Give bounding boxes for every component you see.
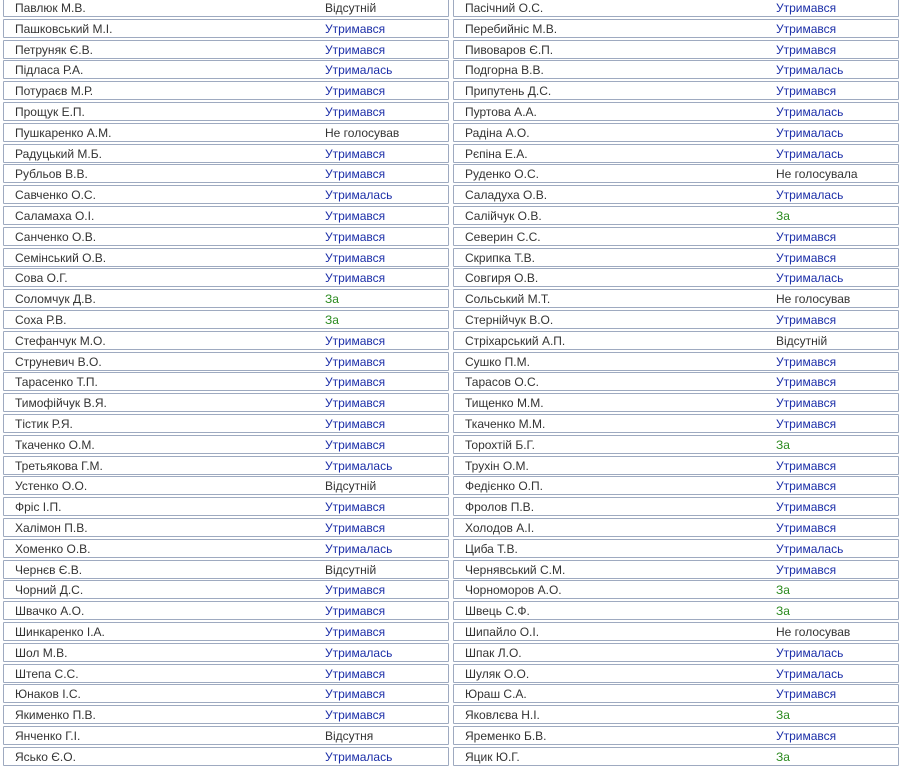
deputy-name: Юнаков І.С.: [15, 687, 81, 702]
vote-result: Утрималась: [325, 749, 393, 764]
vote-result: Утримався: [325, 437, 386, 452]
vote-result: Утримався: [325, 624, 386, 639]
vote-result: Утримався: [325, 416, 386, 431]
vote-result: Утримався: [325, 250, 386, 265]
vote-result: Утримався: [776, 396, 837, 411]
deputy-name: Соха Р.В.: [15, 312, 67, 327]
table-row: [453, 539, 899, 558]
vote-result: Утримався: [776, 728, 837, 743]
deputy-name: Салійчук О.В.: [465, 208, 542, 223]
vote-result: Відсутній: [325, 1, 377, 15]
table-row: [453, 144, 899, 163]
deputy-name: Совгиря О.В.: [465, 271, 539, 286]
deputy-name: Стернійчук В.О.: [465, 312, 554, 327]
table-row: [3, 435, 449, 454]
table-row: [3, 0, 449, 17]
table-row: [3, 40, 449, 59]
vote-result: Утрималась: [325, 541, 393, 556]
table-row: [3, 560, 449, 579]
deputy-name: Швець С.Ф.: [465, 604, 530, 619]
table-row: [453, 414, 899, 433]
vote-result: Утрималась: [325, 645, 393, 660]
vote-result: Утримався: [776, 312, 837, 327]
deputy-name: Штепа С.С.: [15, 666, 79, 681]
table-row: [453, 123, 899, 142]
vote-result: Утримався: [325, 708, 386, 723]
vote-result: За: [325, 312, 339, 327]
table-row: [3, 81, 449, 100]
table-row: [3, 726, 449, 745]
deputy-name: Саламаха О.І.: [15, 208, 95, 223]
deputy-name: Санченко О.В.: [15, 229, 97, 244]
vote-result: Утримався: [776, 84, 837, 99]
deputy-name: Шуляк О.О.: [465, 666, 530, 681]
vote-result: Утримався: [325, 271, 386, 286]
vote-result: Утримався: [325, 666, 386, 681]
deputy-name: Тимофійчук В.Я.: [15, 396, 107, 411]
table-row: [453, 81, 899, 100]
table-row: [453, 268, 899, 287]
deputy-name: Юраш С.А.: [465, 687, 527, 702]
deputy-name: Яковлєва Н.І.: [465, 708, 540, 723]
left-column: [3, 0, 449, 767]
vote-result: Утримався: [325, 604, 386, 619]
table-row: [453, 19, 899, 38]
table-row: [453, 476, 899, 495]
vote-result: Утримався: [776, 229, 837, 244]
table-row: [3, 747, 449, 766]
vote-result: Утрималась: [776, 146, 844, 161]
table-row: [3, 206, 449, 225]
table-row: [453, 352, 899, 371]
vote-result: Утримався: [325, 146, 386, 161]
vote-result: Утрималась: [776, 271, 844, 286]
table-row: [3, 664, 449, 683]
table-row: [453, 0, 899, 17]
table-row: [3, 123, 449, 142]
deputy-name: Пуртова А.А.: [465, 104, 537, 119]
deputy-name: Потураєв М.Р.: [15, 84, 94, 99]
table-row: [3, 372, 449, 391]
table-row: [453, 684, 899, 703]
vote-result: Відсутній: [776, 333, 828, 348]
table-row: [453, 331, 899, 350]
vote-result: Утримався: [325, 375, 386, 390]
deputy-name: Северин С.С.: [465, 229, 541, 244]
table-row: [3, 331, 449, 350]
table-row: [453, 40, 899, 59]
deputy-name: Тістик Р.Я.: [15, 416, 73, 431]
deputy-name: Рєпіна Е.А.: [465, 146, 528, 161]
table-row: [453, 518, 899, 537]
table-row: [3, 352, 449, 371]
table-row: [453, 185, 899, 204]
table-row: [453, 435, 899, 454]
deputy-name: Халімон П.В.: [15, 520, 88, 535]
vote-result: Утрималась: [776, 645, 844, 660]
vote-result: За: [776, 583, 790, 598]
deputy-name: Тарасов О.С.: [465, 375, 539, 390]
vote-result: Утримався: [776, 687, 837, 702]
deputy-name: Яременко Б.В.: [465, 728, 547, 743]
table-row: [3, 227, 449, 246]
deputy-name: Струневич В.О.: [15, 354, 102, 369]
vote-result: Утрималась: [776, 125, 844, 140]
vote-result: Утримався: [325, 687, 386, 702]
vote-result: Утримався: [325, 354, 386, 369]
deputy-name: Рубльов В.В.: [15, 167, 88, 182]
table-row: [3, 476, 449, 495]
vote-result: Утримався: [776, 520, 837, 535]
vote-result: Не голосувала: [776, 167, 858, 182]
table-row: [3, 622, 449, 641]
vote-result: Утримався: [325, 104, 386, 119]
deputy-name: Пашковський М.І.: [15, 21, 113, 36]
deputy-name: Чернєв Є.В.: [15, 562, 83, 577]
deputy-name: Припутень Д.С.: [465, 84, 552, 99]
table-row: [3, 456, 449, 475]
vote-result: Утримався: [325, 520, 386, 535]
table-row: [3, 705, 449, 724]
vote-result: За: [776, 437, 790, 452]
table-row: [453, 372, 899, 391]
table-row: [3, 60, 449, 79]
vote-result: За: [776, 708, 790, 723]
deputy-name: Пасічний О.С.: [465, 1, 544, 15]
vote-result: Утримався: [325, 21, 386, 36]
deputy-name: Фріс І.П.: [15, 500, 62, 515]
vote-result: Утрималась: [325, 63, 393, 78]
vote-result: Відсутня: [325, 728, 374, 743]
table-row: [453, 664, 899, 683]
table-row: [453, 164, 899, 183]
vote-result: За: [776, 749, 790, 764]
deputy-name: Підласа Р.А.: [15, 63, 84, 78]
deputy-name: Шипайло О.І.: [465, 624, 540, 639]
table-row: [453, 393, 899, 412]
vote-result: Утримався: [776, 562, 837, 577]
deputy-name: Руденко О.С.: [465, 167, 539, 182]
vote-result: Утримався: [776, 500, 837, 515]
deputy-name: Ясько Є.О.: [15, 749, 76, 764]
vote-result: Утрималась: [776, 104, 844, 119]
vote-result: Утримався: [776, 250, 837, 265]
vote-result: Утримався: [776, 1, 837, 15]
vote-result: Утримався: [325, 500, 386, 515]
vote-result: Утрималась: [776, 541, 844, 556]
deputy-name: Стефанчук М.О.: [15, 333, 106, 348]
vote-result: Утрималась: [325, 188, 393, 203]
vote-result: Утримався: [325, 42, 386, 57]
table-row: [3, 684, 449, 703]
table-row: [453, 227, 899, 246]
vote-result: За: [776, 604, 790, 619]
vote-result: Утримався: [776, 42, 837, 57]
vote-result: Не голосував: [325, 125, 400, 140]
vote-result: Утримався: [776, 458, 837, 473]
vote-result: Відсутній: [325, 562, 377, 577]
table-row: [453, 248, 899, 267]
vote-result: Відсутній: [325, 479, 377, 494]
table-row: [453, 310, 899, 329]
deputy-name: Ткаченко М.М.: [465, 416, 546, 431]
deputy-name: Сушко П.М.: [465, 354, 530, 369]
table-row: [3, 601, 449, 620]
table-row: [453, 456, 899, 475]
deputy-name: Радіна А.О.: [465, 125, 530, 140]
table-row: [453, 560, 899, 579]
vote-result: Утрималась: [325, 458, 393, 473]
deputy-name: Якименко П.В.: [15, 708, 96, 723]
table-row: [453, 601, 899, 620]
vote-result: Утримався: [776, 354, 837, 369]
vote-result: Утримався: [776, 375, 837, 390]
deputy-name: Радуцький М.Б.: [15, 146, 102, 161]
vote-result: Утримався: [776, 416, 837, 431]
deputy-name: Янченко Г.І.: [15, 728, 81, 743]
deputy-name: Хоменко О.В.: [15, 541, 91, 556]
table-row: [453, 705, 899, 724]
vote-result: Не голосував: [776, 292, 851, 307]
deputy-name: Соломчук Д.В.: [15, 292, 96, 307]
table-row: [3, 310, 449, 329]
table-row: [453, 289, 899, 308]
table-row: [3, 497, 449, 516]
table-row: [453, 60, 899, 79]
table-row: [3, 414, 449, 433]
deputy-name: Циба Т.В.: [465, 541, 518, 556]
table-row: [453, 622, 899, 641]
deputy-name: Павлюк М.В.: [15, 1, 86, 15]
table-row: [3, 185, 449, 204]
deputy-name: Устенко О.О.: [15, 479, 88, 494]
deputy-name: Петруняк Є.В.: [15, 42, 93, 57]
deputy-name: Холодов А.І.: [465, 520, 535, 535]
table-row: [3, 19, 449, 38]
table-row: [3, 393, 449, 412]
deputy-name: Савченко О.С.: [15, 188, 96, 203]
deputy-name: Сольський М.Т.: [465, 292, 551, 307]
deputy-name: Торохтій Б.Г.: [465, 437, 535, 452]
deputy-name: Шпак Л.О.: [465, 645, 522, 660]
table-row: [453, 102, 899, 121]
deputy-name: Чорноморов А.О.: [465, 583, 562, 598]
deputy-name: Шол М.В.: [15, 645, 68, 660]
vote-result: Утримався: [325, 396, 386, 411]
table-row: [3, 268, 449, 287]
deputy-name: Чернявський С.М.: [465, 562, 566, 577]
vote-result: За: [325, 292, 339, 307]
table-row: [3, 144, 449, 163]
deputy-name: Третьякова Г.М.: [15, 458, 103, 473]
vote-result: Утрималась: [776, 63, 844, 78]
deputy-name: Трухін О.М.: [465, 458, 529, 473]
table-row: [453, 747, 899, 766]
table-row: [3, 164, 449, 183]
deputy-name: Яцик Ю.Г.: [465, 749, 520, 764]
vote-result: Утрималась: [776, 666, 844, 681]
deputy-name: Шинкаренко І.А.: [15, 624, 105, 639]
vote-result: Утримався: [325, 333, 386, 348]
vote-result: Утрималась: [776, 188, 844, 203]
deputy-name: Подгорна В.В.: [465, 63, 544, 78]
table-row: [453, 206, 899, 225]
vote-result: Утримався: [325, 229, 386, 244]
vote-result: Утримався: [325, 583, 386, 598]
deputy-name: Прощук Е.П.: [15, 104, 85, 119]
right-column: [453, 0, 899, 767]
table-row: [3, 289, 449, 308]
deputy-name: Тарасенко Т.П.: [15, 375, 98, 390]
deputy-name: Саладуха О.В.: [465, 188, 548, 203]
table-row: [453, 726, 899, 745]
vote-result: Утримався: [325, 84, 386, 99]
deputy-name: Фролов П.В.: [465, 500, 535, 515]
deputy-name: Пивоваров Є.П.: [465, 42, 554, 57]
deputy-name: Семінський О.В.: [15, 250, 107, 265]
table-row: [453, 497, 899, 516]
deputy-name: Сова О.Г.: [15, 271, 68, 286]
table-row: [3, 248, 449, 267]
vote-result: Утримався: [325, 208, 386, 223]
deputy-name: Перебийніс М.В.: [465, 21, 558, 36]
vote-result: Утримався: [776, 479, 837, 494]
table-row: [453, 580, 899, 599]
vote-result: Утримався: [325, 167, 386, 182]
table-row: [3, 539, 449, 558]
deputy-name: Ткаченко О.М.: [15, 437, 95, 452]
deputy-name: Тищенко М.М.: [465, 396, 544, 411]
deputy-name: Чорний Д.С.: [15, 583, 84, 598]
deputy-name: Федієнко О.П.: [465, 479, 543, 494]
table-row: [453, 643, 899, 662]
table-row: [3, 518, 449, 537]
table-row: [3, 643, 449, 662]
table-row: [3, 580, 449, 599]
deputy-name: Стріхарський А.П.: [465, 333, 566, 348]
vote-result: За: [776, 208, 790, 223]
vote-result: Утримався: [776, 21, 837, 36]
vote-result: Не голосував: [776, 624, 851, 639]
deputy-name: Скрипка Т.В.: [465, 250, 535, 265]
table-row: [3, 102, 449, 121]
deputy-name: Швачко А.О.: [15, 604, 85, 619]
deputy-name: Пушкаренко А.М.: [15, 125, 112, 140]
